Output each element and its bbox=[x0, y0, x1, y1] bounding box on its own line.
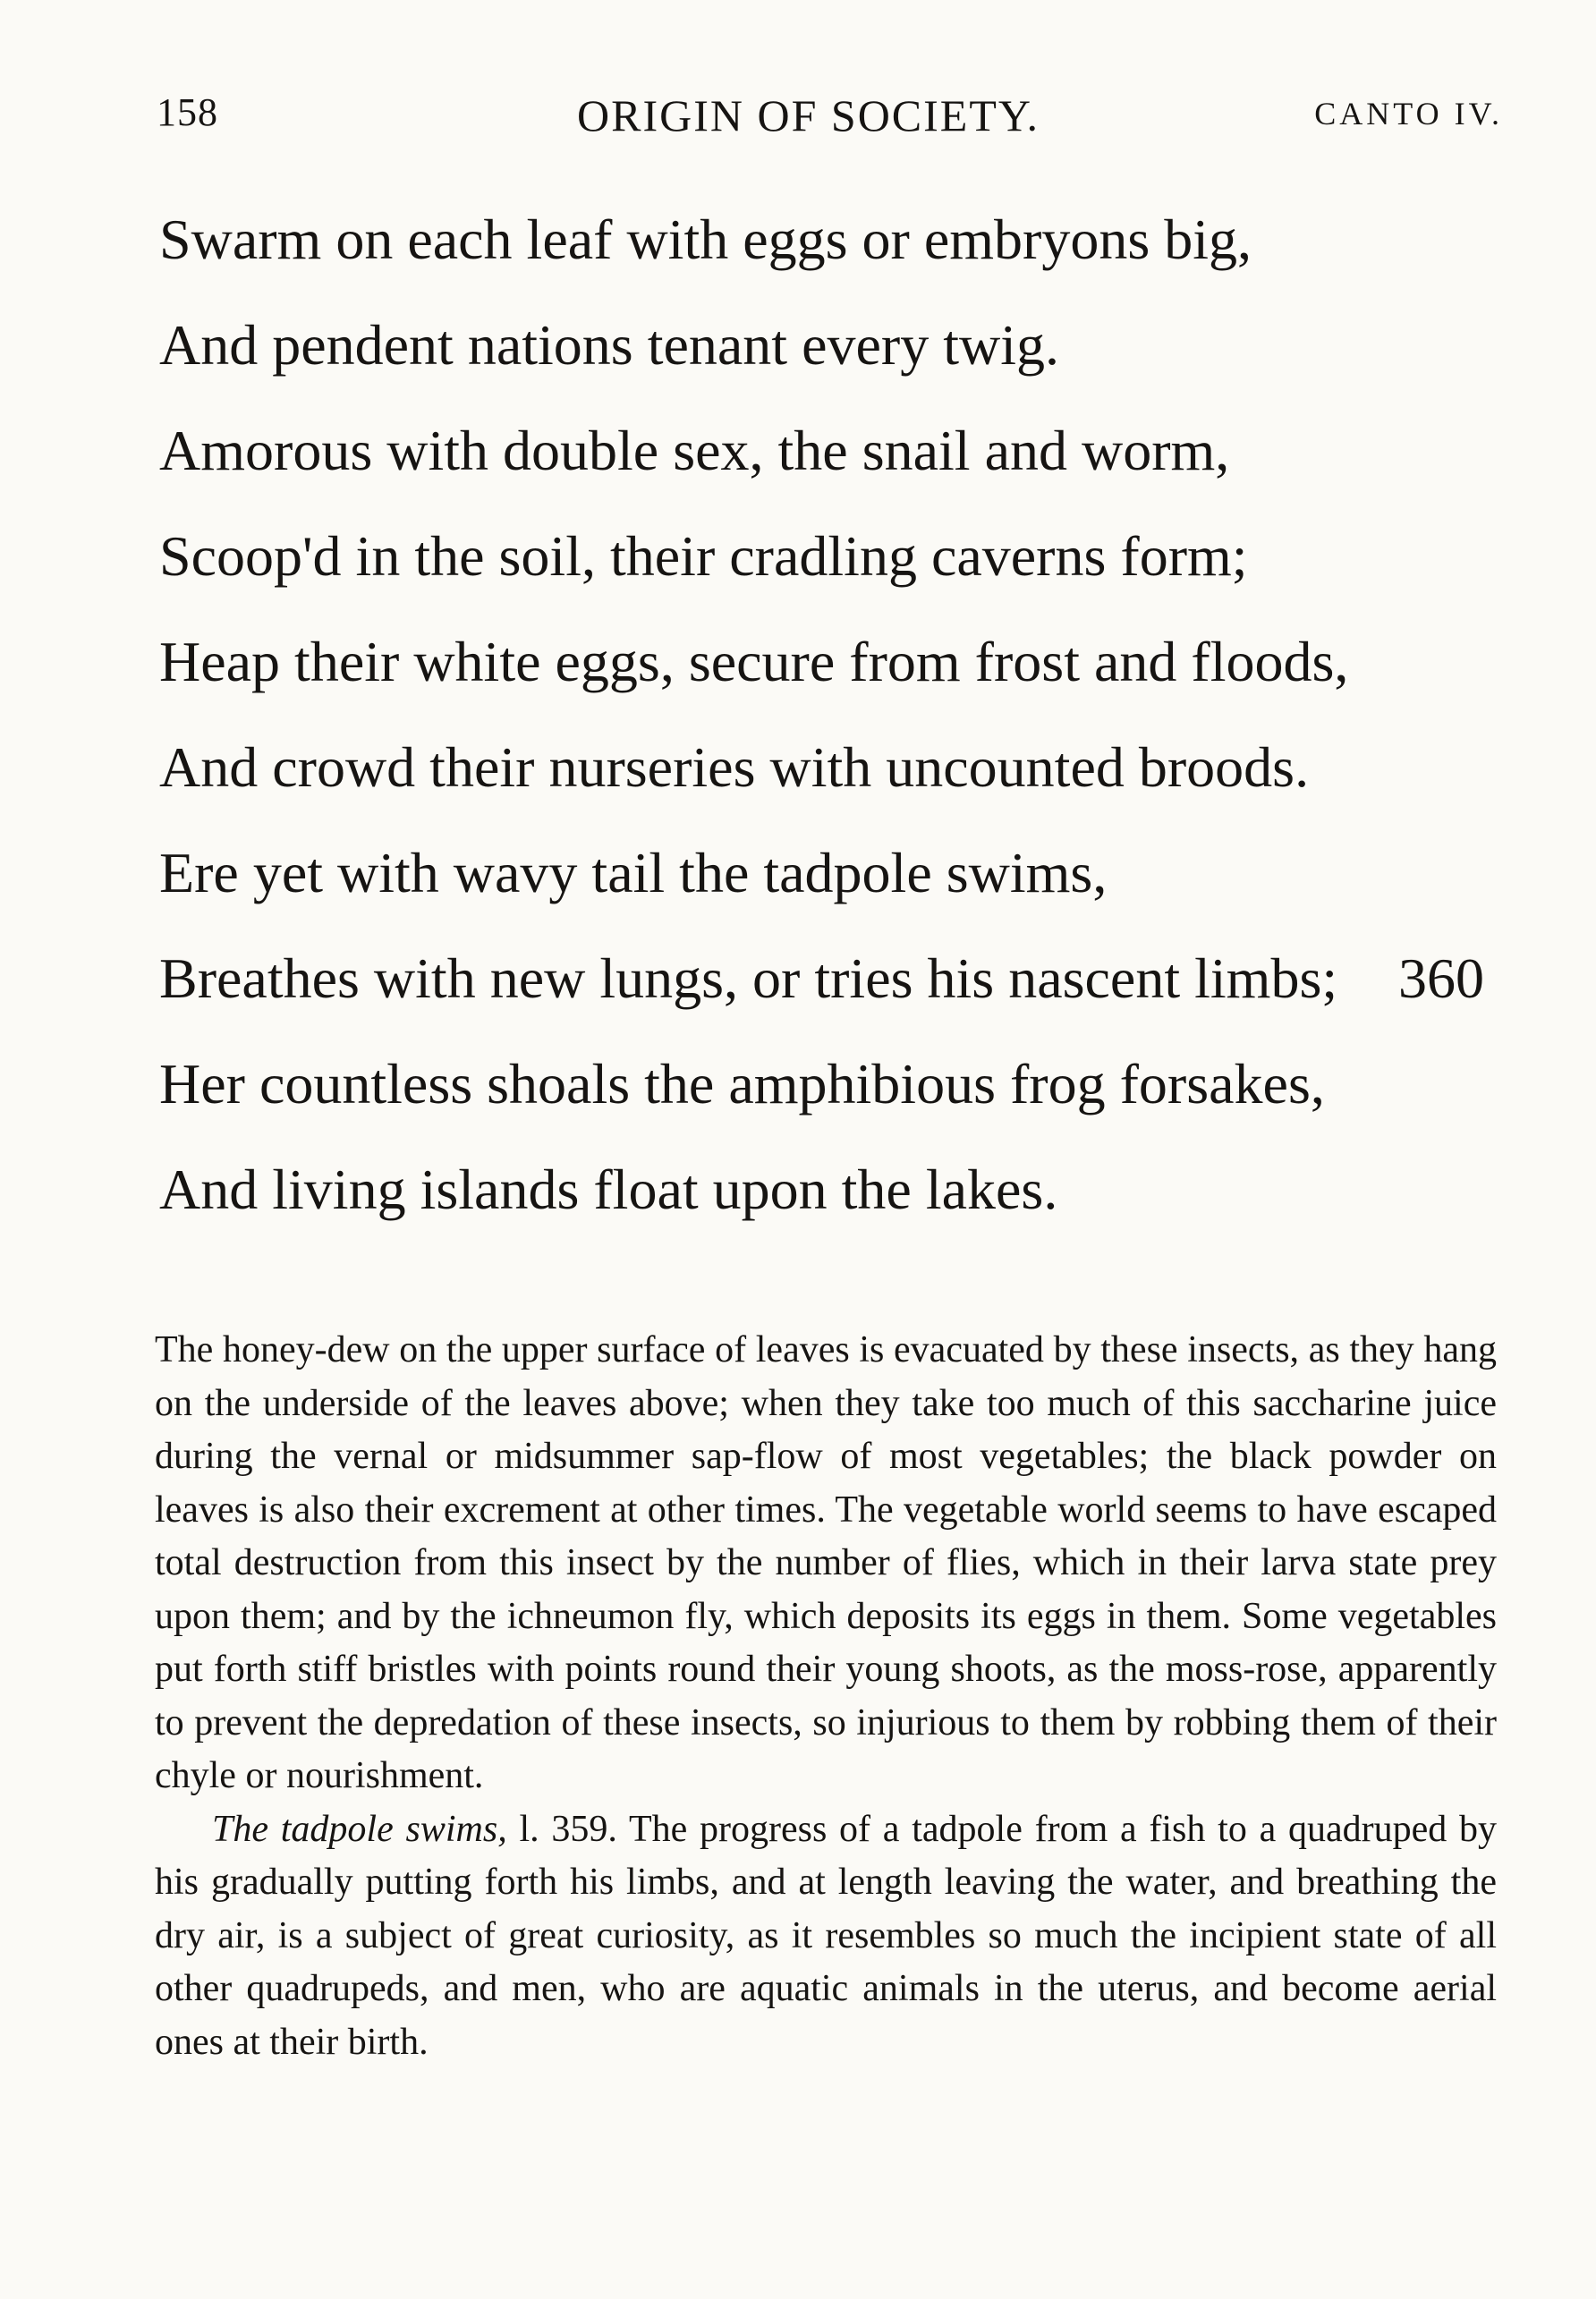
verse-line-text: Breathes with new lungs, or tries his nascent limbs; bbox=[159, 946, 1338, 1010]
verse-line: And living islands float upon the lakes. bbox=[159, 1158, 1058, 1221]
verse-line: And pendent nations tenant every twig. bbox=[159, 313, 1059, 377]
verse-line: Amorous with double sex, the snail and worm, bbox=[159, 419, 1230, 482]
verse-line: Swarm on each leaf with eggs or embryons big, bbox=[159, 208, 1252, 271]
verse-line: Scoop'd in the soil, their cradling caverns form; bbox=[159, 524, 1248, 588]
footnotes bbox=[155, 1324, 1497, 2069]
verse-block bbox=[159, 204, 1519, 1260]
verse-line: Heap their white eggs, secure from frost and floods, bbox=[159, 630, 1349, 693]
canto-label: CANTO IV. bbox=[1314, 96, 1503, 131]
note-reference: The tadpole swims, bbox=[212, 1808, 507, 1850]
note-paragraph: The honey-dew on the upper surface of leaves is evacuated by these insects, as they hang on the underside of the leaves above; when they take too much of this saccharine juice during the vernal or midsummer sap-flow of most vegetables; the black powder on leaves is also their excrement at other times. The vegetable world seems to have escaped total destruction from this insect by the number of flies, which in their larva state prey upon them; and by the ichneumon fly, which deposits its eggs in them. Some vegetables put forth stiff bristles with points round their young shoots, as the moss-rose, apparently to prevent the depredation of these insects, so injurious to them by robbing them of their chyle or nourishment. bbox=[155, 1329, 1497, 1796]
verse-line: And crowd their nurseries with uncounted broods. bbox=[159, 735, 1310, 799]
running-head bbox=[157, 89, 1503, 152]
line-number: 360 bbox=[1398, 946, 1484, 1010]
note-paragraph bbox=[155, 1803, 1497, 2070]
page-number: 158 bbox=[157, 90, 218, 134]
note-text: The progress of a tadpole from a fish to a quadruped by his gradually putting forth his limbs, and at length leaving the water, and breathing the dry air, is a subject of great curiosity, as it resembles so much the incipient state of all other quadrupeds, and men, who are aquatic animals in the uterus, and become aerial ones at their birth. bbox=[155, 1808, 1498, 2063]
note-line-reference: l. 359. bbox=[519, 1808, 617, 1850]
verse-line: Her countless shoals the amphibious frog forsakes, bbox=[159, 1052, 1325, 1116]
verse-line: Ere yet with wavy tail the tadpole swims, bbox=[159, 841, 1108, 904]
running-title: ORIGIN OF SOCIETY. bbox=[577, 90, 1040, 140]
verse-line-numbered bbox=[159, 943, 1519, 1048]
